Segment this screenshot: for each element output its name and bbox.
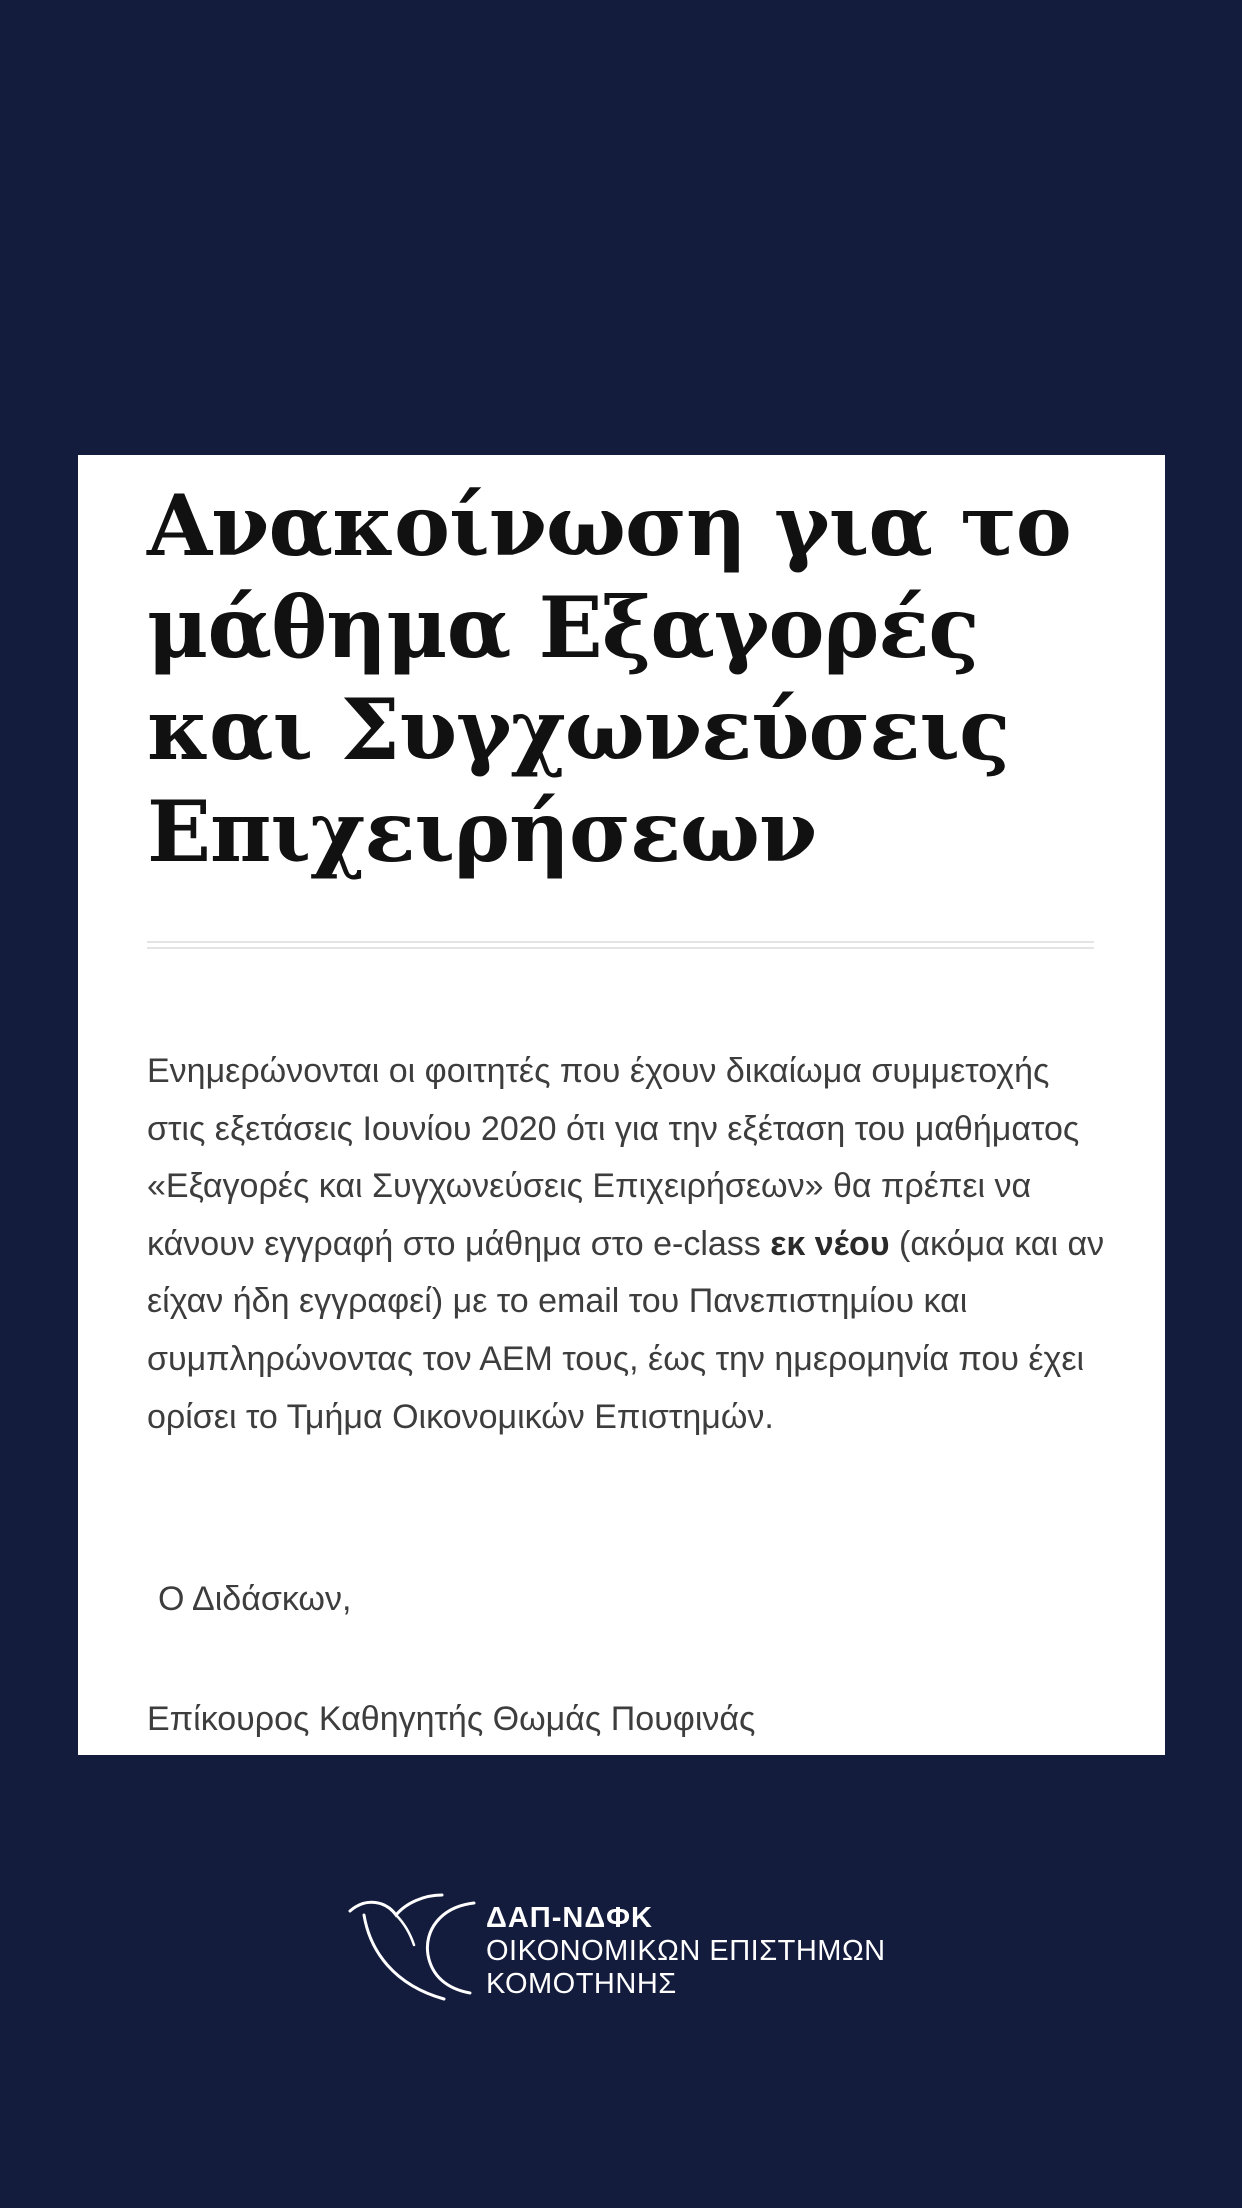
dove-icon <box>344 1893 484 2003</box>
organization-logo <box>344 1893 904 2003</box>
logo-school: ΟΙΚΟΝΟΜΙΚΩΝ ΕΠΙΣΤΗΜΩΝ <box>486 1935 886 1967</box>
logo-org-name: ΔΑΠ-ΝΔΦΚ <box>486 1902 653 1934</box>
title-divider <box>147 941 1094 949</box>
announcement-title: Ανακοίνωση για το μάθημα Εξαγορές και Συγχωνεύσεις Επιχειρήσεων <box>147 476 1071 881</box>
body-text-part2: (ακόμα και αν είχαν ήδη εγγραφεί) με το email του Πανεπιστημίου και συμπληρώνοντας τον ΑΕΜ τους, έως την ημερομηνία που έχει ορίσει το Τμήμα Οικονομικών Επιστημών. <box>147 1224 1105 1436</box>
signoff: Ο Διδάσκων, <box>158 1580 352 1618</box>
body-text-part1: Ενημερώνονται οι φοιτητές που έχουν δικαίωμα συμμετοχής στις εξετάσεις Ιουνίου 2020 ότι για την εξέταση του μαθήματος «Εξαγορές και Συγχωνεύσεις Επιχειρήσεων» θα πρέπει να κάνουν εγγραφή στο μάθημα στο e-class <box>147 1052 1080 1263</box>
signature: Επίκουρος Καθηγητής Θωμάς Πουφινάς <box>147 1700 756 1738</box>
logo-text <box>486 1901 886 2001</box>
announcement-card <box>78 455 1165 1755</box>
announcement-body <box>147 1043 1107 1446</box>
logo-city: ΚΟΜΟΤΗΝΗΣ <box>486 1968 677 2000</box>
body-text-emphasis: εκ νέου <box>770 1224 890 1263</box>
